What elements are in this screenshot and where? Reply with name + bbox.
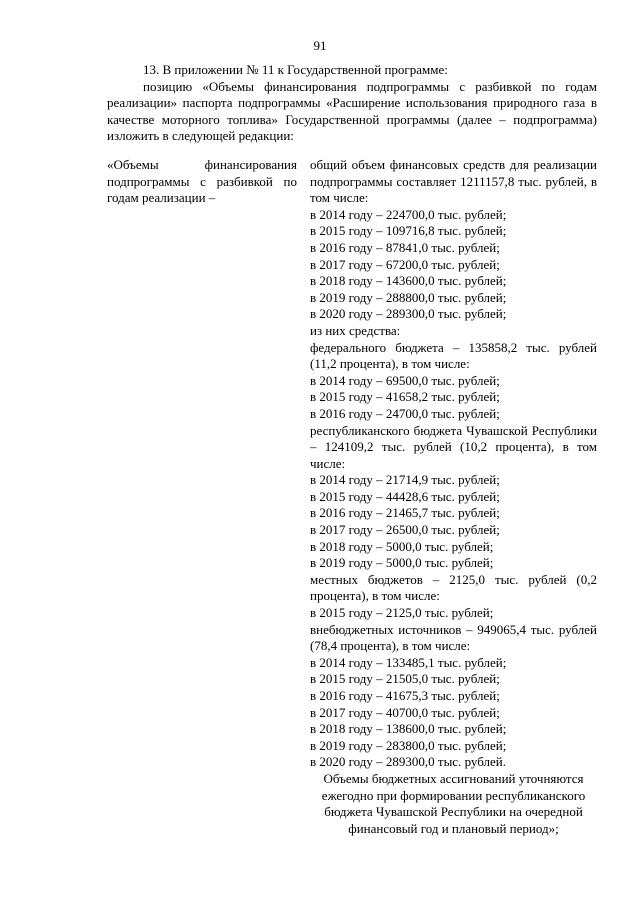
federal-year-line: в 2016 году – 24700,0 тыс. рублей; <box>310 405 500 421</box>
section-heading: 13. В приложении № 11 к Государственной программе: <box>143 62 448 77</box>
extrabudgetary-funding-text: внебюджетных источников – 949065,4 тыс. рублей (78,4 процента), в том числе: <box>310 621 597 654</box>
total-year-line: в 2020 году – 289300,0 тыс. рублей; <box>310 306 507 322</box>
total-year-line: в 2017 году – 67200,0 тыс. рублей; <box>310 256 500 272</box>
republican-funding-text: республиканского бюджета Чувашской Республики – 124109,2 тыс. рублей (10,2 процента), в том числе: <box>310 422 597 471</box>
funding-details-column <box>310 157 597 837</box>
extrabudgetary-year-line: в 2015 году – 21505,0 тыс. рублей; <box>310 671 500 687</box>
republican-year-line: в 2018 году – 5000,0 тыс. рублей; <box>310 538 494 554</box>
extrabudgetary-year-line: в 2016 году – 41675,3 тыс. рублей; <box>310 688 500 703</box>
federal-year-line: в 2015 году – 41658,2 тыс. рублей; <box>310 389 500 405</box>
extrabudgetary-year-line: в 2019 году – 283800,0 тыс. рублей; <box>310 737 507 753</box>
position-label-column <box>107 157 297 207</box>
republican-year-line: в 2014 году – 21714,9 тыс. рублей; <box>310 472 500 488</box>
of-them-label: из них средства: <box>310 322 401 338</box>
instruction-paragraph: позицию «Объемы финансирования подпрограммы с разбивкой по годам реализации» паспорта подпрограммы «Расширение использования природного газа в качестве моторного топлива» Государственной программы (далее – подпрограмма) изложить в следующей редакции: <box>107 78 597 144</box>
position-label: «Объемы финансирования подпрограммы с разбивкой по годам реализации <box>107 157 297 206</box>
republican-year-line: в 2016 году – 21465,7 тыс. рублей; <box>310 505 500 521</box>
total-funding-text: общий объем финансовых средств для реализации подпрограммы составляет 1211157,8 тыс. рублей, в том числе: <box>310 157 597 206</box>
total-year-line: в 2018 году – 143600,0 тыс. рублей; <box>310 273 507 289</box>
extrabudgetary-year-line: в 2017 году – 40700,0 тыс. рублей; <box>310 704 500 720</box>
local-year-line: в 2015 году – 2125,0 тыс. рублей; <box>310 605 494 621</box>
total-year-line: в 2014 году – 224700,0 тыс. рублей; <box>310 206 507 222</box>
republican-year-line: в 2015 году – 44428,6 тыс. рублей; <box>310 488 500 504</box>
republican-year-line: в 2017 году – 26500,0 тыс. рублей; <box>310 522 500 538</box>
intro-section <box>107 62 597 145</box>
closing-paragraph: Объемы бюджетных ассигнований уточняются ежегодно при формировании республиканского бюджета Чувашской Республики на очередной финансовый год и плановый период»; <box>321 770 586 836</box>
total-year-line: в 2015 году – 109716,8 тыс. рублей; <box>310 223 507 239</box>
extrabudgetary-year-line: в 2020 году – 289300,0 тыс. рублей. <box>310 754 506 770</box>
extrabudgetary-year-line: в 2014 году – 133485,1 тыс. рублей; <box>310 654 507 670</box>
republican-year-line: в 2019 году – 5000,0 тыс. рублей; <box>310 555 494 571</box>
position-dash: – <box>208 190 216 206</box>
total-year-line: в 2019 году – 288800,0 тыс. рублей; <box>310 289 507 305</box>
federal-funding-text: федерального бюджета – 135858,2 тыс. рублей (11,2 процента), в том числе: <box>310 339 597 372</box>
page-number: 91 <box>313 38 327 53</box>
local-funding-text: местных бюджетов – 2125,0 тыс. рублей (0,2 процента), в том числе: <box>310 571 597 604</box>
extrabudgetary-year-line: в 2018 году – 138600,0 тыс. рублей; <box>310 721 507 737</box>
federal-year-line: в 2014 году – 69500,0 тыс. рублей; <box>310 372 500 388</box>
total-year-line: в 2016 году – 87841,0 тыс. рублей; <box>310 239 500 255</box>
